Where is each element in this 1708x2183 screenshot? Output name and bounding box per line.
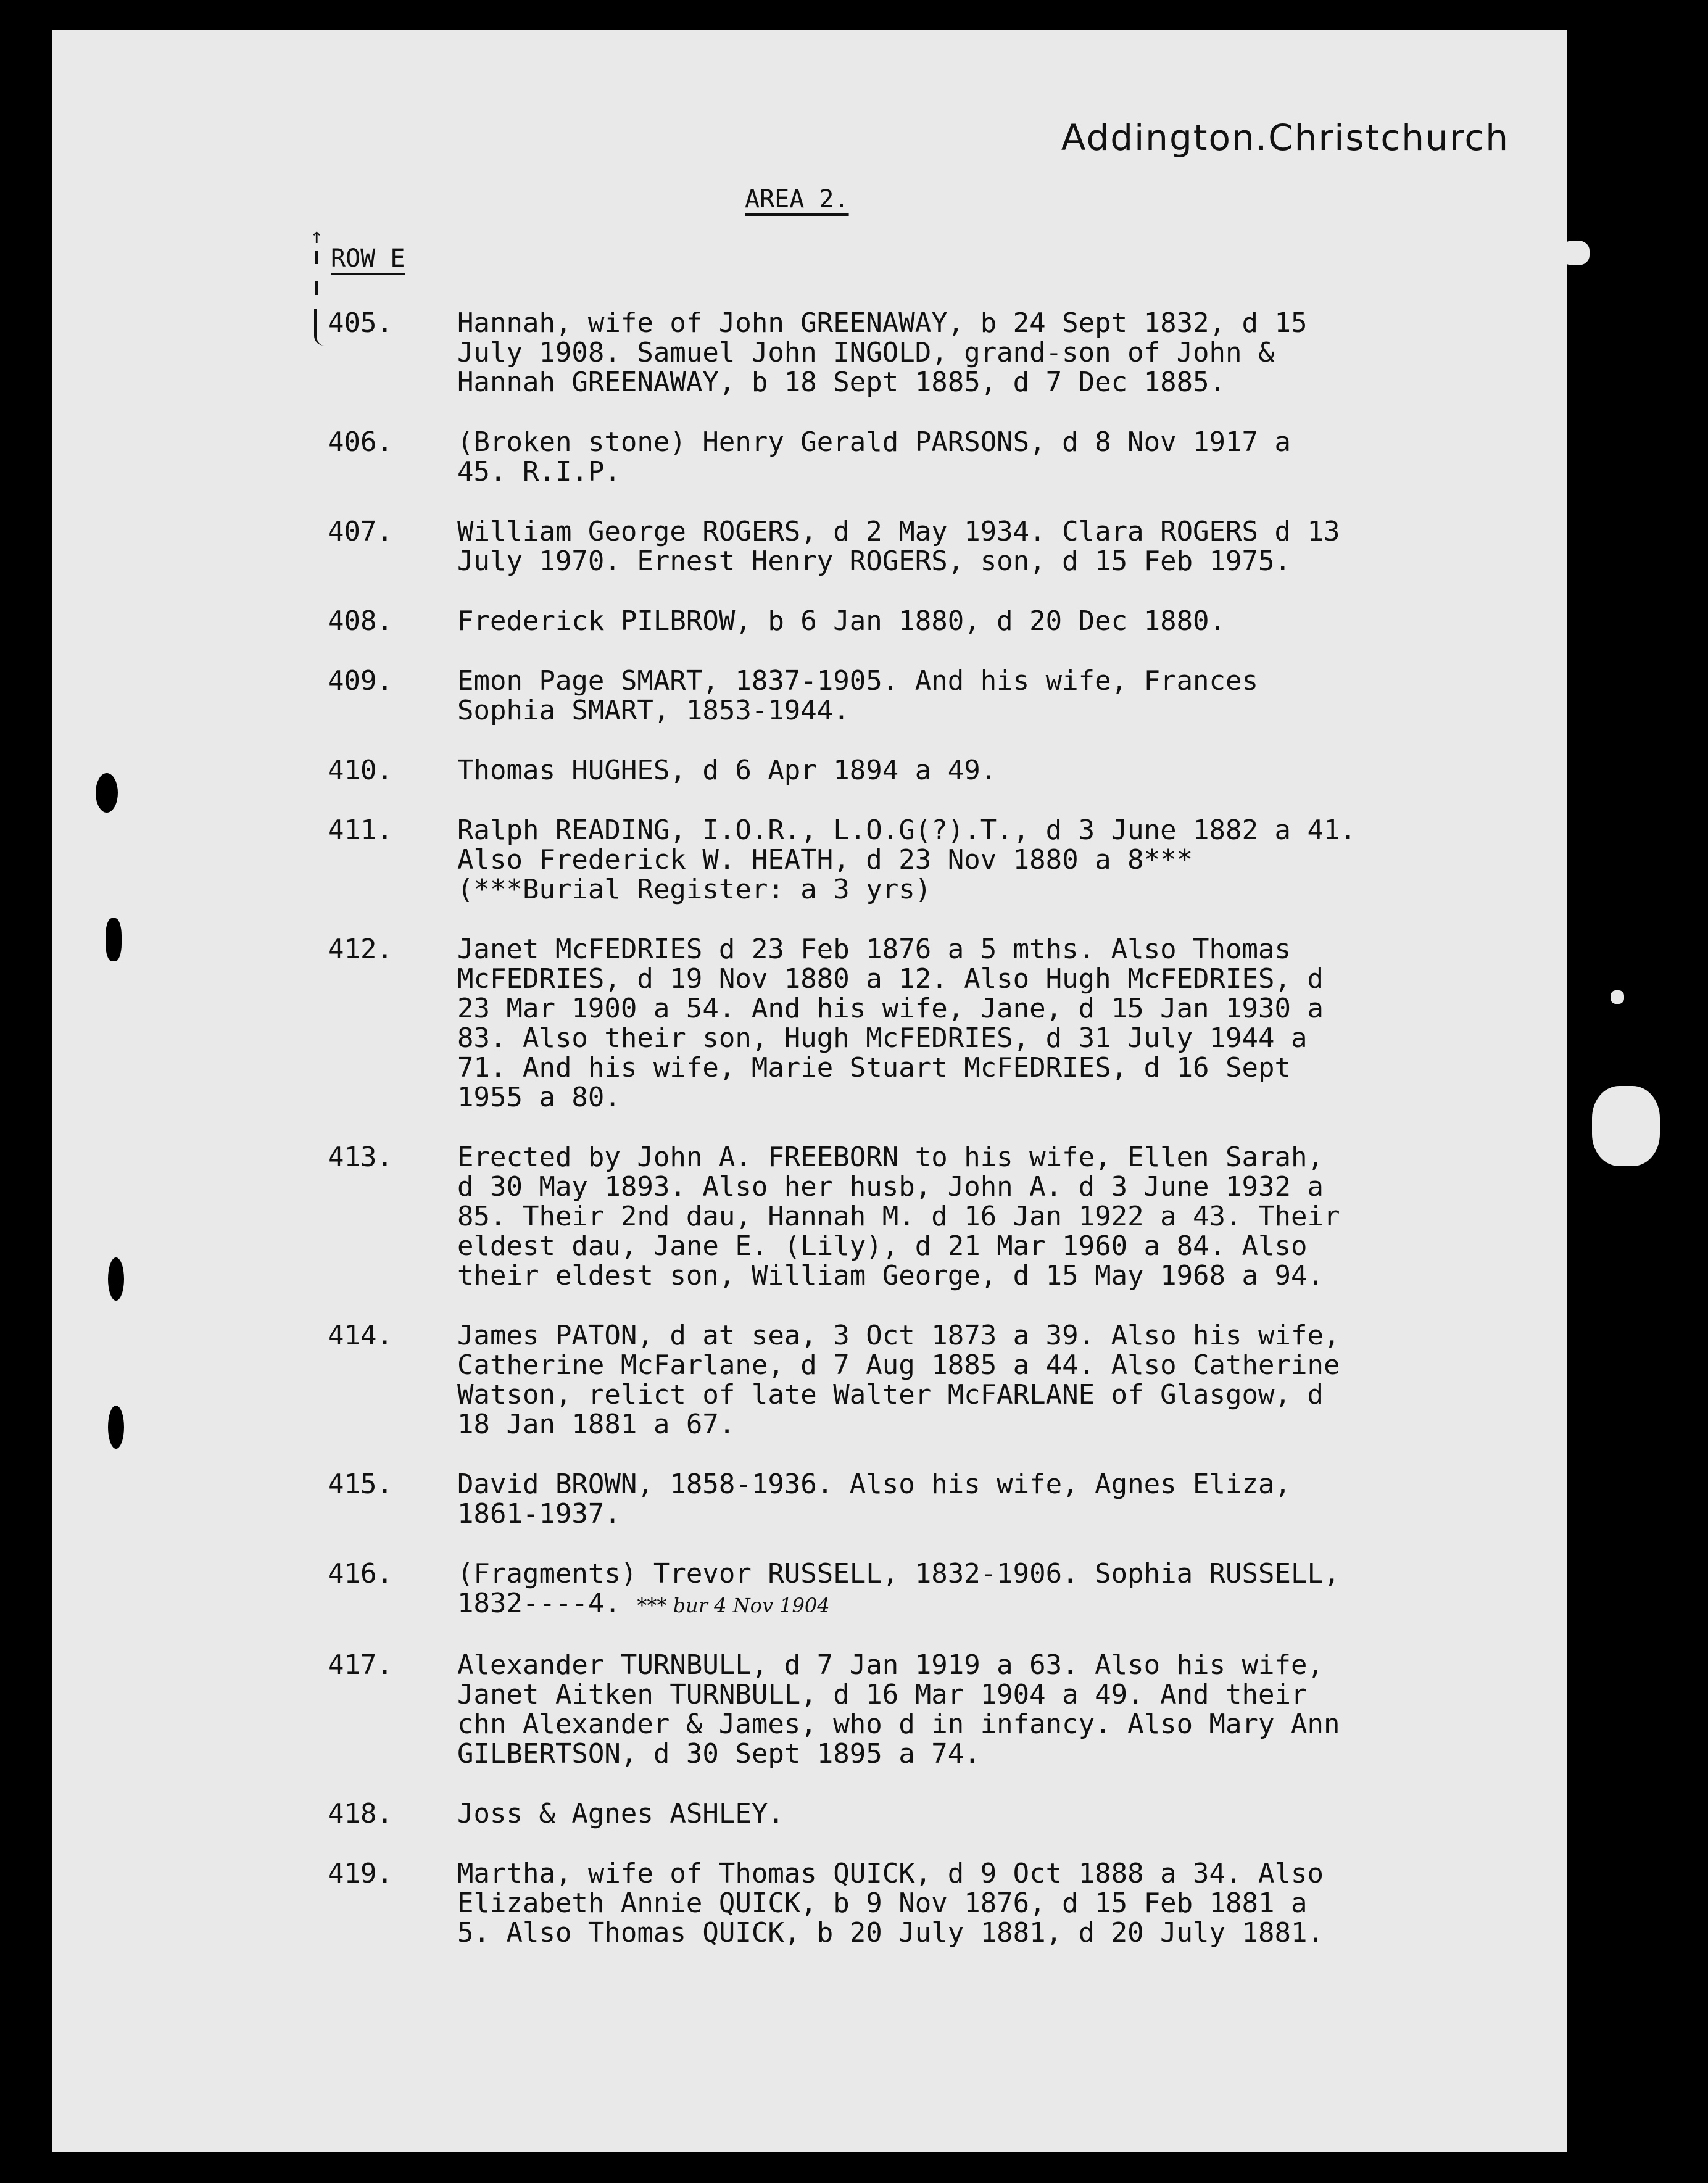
entry-item — [328, 756, 1556, 785]
entry-line: McFEDRIES, d 19 Nov 1880 a 12. Also Hugh McFEDRIES, d — [457, 963, 1324, 995]
entry-line: 1861-1937. — [457, 1498, 621, 1530]
entry-text — [457, 666, 1556, 726]
entry-number: 415. — [328, 1468, 393, 1500]
entry-line: William George ROGERS, d 2 May 1934. Clara ROGERS d 13 — [457, 516, 1340, 547]
entry-line: eldest dau, Jane E. (Lily), d 21 Mar 1960 a 84. Also — [457, 1230, 1308, 1262]
entry-line: Ralph READING, I.O.R., L.O.G(?).T., d 3 June 1882 a 41. — [457, 814, 1356, 846]
location-heading: Addington.Christchurch — [1061, 117, 1509, 159]
entry-number: 409. — [328, 665, 393, 697]
entry-line — [457, 1589, 1556, 1620]
entry-item — [328, 1321, 1556, 1439]
entry-line: 5. Also Thomas QUICK, b 20 July 1881, d 20 July 1881. — [457, 1917, 1324, 1949]
entry-text — [457, 756, 1556, 785]
entry-line: Catherine McFarlane, d 7 Aug 1885 a 44. Also Catherine — [457, 1349, 1340, 1381]
entry-item — [328, 309, 1556, 397]
entry-number: 417. — [328, 1649, 393, 1681]
entry-line: 23 Mar 1900 a 54. And his wife, Jane, d 15 Jan 1930 a — [457, 993, 1324, 1024]
entry-line: 45. R.I.P. — [457, 456, 621, 487]
entry-line: GILBERTSON, d 30 Sept 1895 a 74. — [457, 1738, 980, 1770]
area-heading: AREA 2. — [745, 185, 849, 213]
entry-line: Erected by John A. FREEBORN to his wife, Ellen Sarah, — [457, 1141, 1324, 1173]
entry-number: 411. — [328, 814, 393, 846]
entry-line: Hannah, wife of John GREENAWAY, b 24 Sept 1832, d 15 — [457, 307, 1308, 339]
entry-item — [328, 666, 1556, 726]
entry-line: 83. Also their son, Hugh McFEDRIES, d 31 July 1944 a — [457, 1022, 1308, 1054]
entry-line: 71. And his wife, Marie Stuart McFEDRIES, d 16 Sept — [457, 1052, 1291, 1083]
entry-line: Sophia SMART, 1853-1944. — [457, 695, 850, 726]
row-heading: ROW E — [331, 244, 405, 273]
edge-mark — [1561, 241, 1590, 265]
punch-hole — [96, 773, 118, 813]
entry-line: Elizabeth Annie QUICK, b 9 Nov 1876, d 15 Feb 1881 a — [457, 1887, 1308, 1919]
entry-text — [457, 517, 1556, 576]
entry-item — [328, 1859, 1556, 1948]
entry-line: 1955 a 80. — [457, 1082, 621, 1113]
handwritten-note: *** bur 4 Nov 1904 — [637, 1594, 830, 1617]
entry-text — [457, 1143, 1556, 1291]
entry-number: 405. — [328, 307, 393, 339]
entry-item — [328, 1559, 1556, 1620]
entry-line: (Broken stone) Henry Gerald PARSONS, d 8 Nov 1917 a — [457, 426, 1291, 458]
entry-line: Martha, wife of Thomas QUICK, d 9 Oct 1888 a 34. Also — [457, 1858, 1324, 1889]
entry-line: Also Frederick W. HEATH, d 23 Nov 1880 a 8*** — [457, 844, 1193, 876]
entry-line: Joss & Agnes ASHLEY. — [457, 1798, 784, 1829]
entry-number: 407. — [328, 516, 393, 547]
entry-line: David BROWN, 1858-1936. Also his wife, Agnes Eliza, — [457, 1468, 1291, 1500]
edge-mark — [1611, 990, 1624, 1004]
entry-number: 418. — [328, 1798, 393, 1829]
entry-text — [457, 309, 1556, 397]
row-dash-mark — [315, 281, 318, 295]
entry-line: their eldest son, William George, d 15 May 1968 a 94. — [457, 1260, 1324, 1291]
entry-line: d 30 May 1893. Also her husb, John A. d 3 June 1932 a — [457, 1171, 1324, 1203]
entry-text — [457, 1859, 1556, 1948]
entry-text — [457, 1559, 1556, 1620]
entry-line: (***Burial Register: a 3 yrs) — [457, 874, 932, 905]
entry-number: 414. — [328, 1320, 393, 1351]
entry-line: Emon Page SMART, 1837-1905. And his wife, Frances — [457, 665, 1259, 697]
entry-line-text: 1832----4. — [457, 1588, 637, 1619]
entry-item — [328, 935, 1556, 1112]
entry-line: July 1970. Ernest Henry ROGERS, son, d 15 Feb 1975. — [457, 545, 1291, 577]
entry-item — [328, 428, 1556, 487]
entry-item — [328, 1143, 1556, 1291]
entry-line: July 1908. Samuel John INGOLD, grand-son of John & — [457, 337, 1275, 368]
entry-item — [328, 816, 1556, 905]
entry-text — [457, 1799, 1556, 1829]
entry-number: 413. — [328, 1141, 393, 1173]
entry-line: Frederick PILBROW, b 6 Jan 1880, d 20 Dec 1880. — [457, 605, 1226, 637]
entry-line: Janet Aitken TURNBULL, d 16 Mar 1904 a 49. And their — [457, 1679, 1308, 1710]
entry-line: (Fragments) Trevor RUSSELL, 1832-1906. Sophia RUSSELL, — [457, 1558, 1340, 1589]
entry-item — [328, 517, 1556, 576]
punch-hole — [108, 1257, 124, 1301]
margin-bracket-mark — [314, 309, 325, 346]
entry-text — [457, 1470, 1556, 1529]
entry-item — [328, 1651, 1556, 1769]
entry-line: 85. Their 2nd dau, Hannah M. d 16 Jan 1922 a 43. Their — [457, 1201, 1340, 1232]
punch-hole — [106, 918, 122, 961]
entry-number: 416. — [328, 1558, 393, 1589]
row-dash-mark — [315, 251, 318, 264]
edge-mark — [1592, 1086, 1660, 1166]
entry-line: Alexander TURNBULL, d 7 Jan 1919 a 63. Also his wife, — [457, 1649, 1324, 1681]
entry-number: 410. — [328, 755, 393, 786]
entry-text — [457, 935, 1556, 1112]
entry-text — [457, 1321, 1556, 1439]
entry-line: Hannah GREENAWAY, b 18 Sept 1885, d 7 Dec 1885. — [457, 367, 1226, 398]
entry-line: 18 Jan 1881 a 67. — [457, 1409, 736, 1440]
entry-number: 406. — [328, 426, 393, 458]
entry-number: 412. — [328, 934, 393, 965]
entry-item — [328, 1799, 1556, 1829]
entry-list — [328, 309, 1556, 1978]
entry-number: 419. — [328, 1858, 393, 1889]
entry-item — [328, 607, 1556, 636]
entry-item — [328, 1470, 1556, 1529]
entry-line: Watson, relict of late Walter McFARLANE of Glasgow, d — [457, 1379, 1324, 1410]
punch-hole — [108, 1406, 124, 1449]
entry-text — [457, 428, 1556, 487]
entry-text — [457, 816, 1556, 905]
up-arrow-icon: ↑ — [310, 224, 323, 249]
entry-line: chn Alexander & James, who d in infancy. Also Mary Ann — [457, 1709, 1340, 1740]
document-page — [52, 30, 1567, 2152]
entry-number: 408. — [328, 605, 393, 637]
entry-line: James PATON, d at sea, 3 Oct 1873 a 39. Also his wife, — [457, 1320, 1340, 1351]
entry-text — [457, 607, 1556, 636]
entry-line: Janet McFEDRIES d 23 Feb 1876 a 5 mths. Also Thomas — [457, 934, 1291, 965]
entry-line: Thomas HUGHES, d 6 Apr 1894 a 49. — [457, 755, 997, 786]
entry-text — [457, 1651, 1556, 1769]
